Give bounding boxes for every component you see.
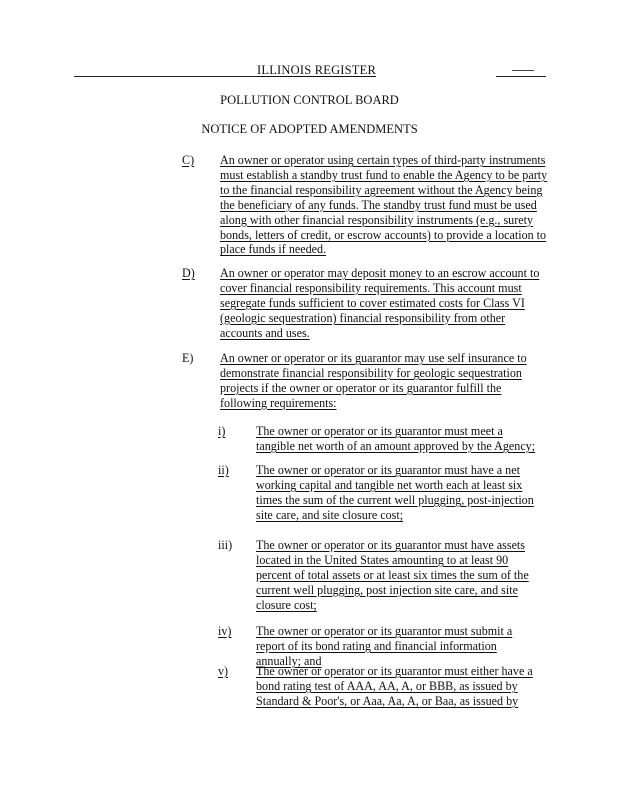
paragraph-item-c: [182, 153, 550, 258]
paragraph-item-d: [182, 266, 550, 341]
header-rule-right: [496, 76, 546, 77]
header-rule-left: [74, 76, 258, 77]
subitem-text-v: The owner or operator or its guarantor must either have a bond rating test of AAA, AA, A, or BBB, as issued by Standard & Poor's, or Aaa, Aa, A, or Baa, as issued by: [256, 664, 533, 708]
subitem-marker-iv: iv): [218, 624, 232, 638]
subitem-i: [218, 424, 544, 454]
item-text-c: An owner or operator using certain types of third-party instruments must establish a standby trust fund to enable the Agency to be party to the financial responsibility agreement without the Agency being the beneficiary of any funds. The standby trust fund must be used along with other financial responsibility instruments (e.g., surety bonds, letters of credit, or escrow accounts) to provide a location to place funds if needed.: [220, 153, 548, 257]
item-marker-c: C): [182, 153, 195, 167]
subitem-text-i: The owner or operator or its guarantor must meet a tangible net worth of an amount approved by the Agency;: [256, 424, 536, 453]
item-text-d: An owner or operator may deposit money to an escrow account to cover financial responsibility requirements. This account must segregate funds sufficient to cover estimated costs for Class VI (geologic sequestration) financial responsibility from other accounts and uses.: [220, 266, 540, 340]
item-marker-d: D): [182, 266, 195, 280]
subitem-marker-iii: iii): [218, 538, 233, 552]
subitem-marker-v: v): [218, 664, 229, 678]
subitem-ii: [218, 463, 544, 523]
subitem-text-iii: The owner or operator or its guarantor must have assets located in the United States amounting to at least 90 percent of total assets or at least six times the sum of the current well plugging, post injection site care, and site closure cost;: [256, 538, 529, 612]
subitem-marker-i: i): [218, 424, 226, 438]
subitem-v: [218, 664, 544, 724]
notice-title: NOTICE OF ADOPTED AMENDMENTS: [201, 122, 418, 136]
subitem-text-ii: The owner or operator or its guarantor must have a net working capital and tangible net worth each at least six times the sum of the current well plugging, post-injection site care, and site closure cost;: [256, 463, 534, 522]
subitem-marker-ii: ii): [218, 463, 229, 477]
item-marker-e: E): [182, 351, 194, 365]
item-text-e: An owner or operator or its guarantor may use self insurance to demonstrate financial responsibility for geologic sequestration projects if the owner or operator or its guarantor fulfill the following requirements:: [220, 351, 527, 410]
paragraph-item-e: [182, 351, 550, 411]
subitem-iii: [218, 538, 544, 613]
agency-title: POLLUTION CONTROL BOARD: [220, 93, 399, 107]
header-rule-tick: [512, 70, 534, 71]
subitem-text-iv: The owner or operator or its guarantor must submit a report of its bond rating and financial information annually; and: [256, 624, 513, 668]
subitem-iv: [218, 624, 544, 668]
register-title: ILLINOIS REGISTER: [257, 63, 377, 77]
